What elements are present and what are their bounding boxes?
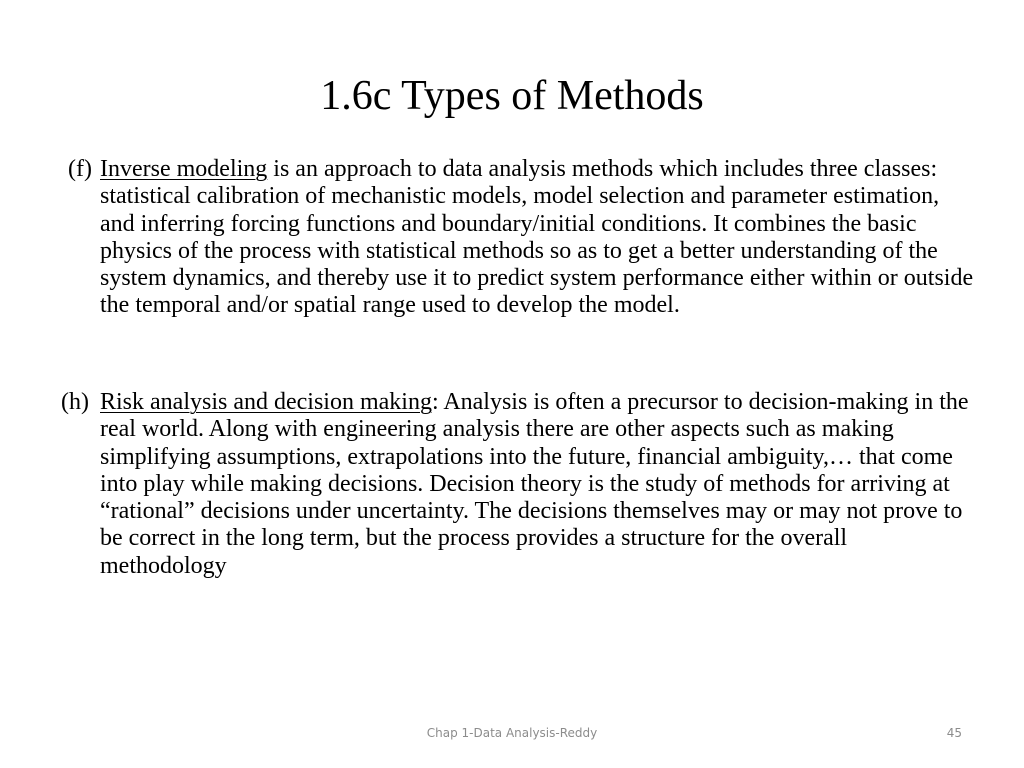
term-risk-analysis: Risk analysis and decision making	[100, 389, 432, 415]
footer-chapter-label: Chap 1-Data Analysis-Reddy	[426, 726, 598, 740]
paragraph-risk-analysis	[61, 389, 975, 580]
paragraph-marker: (f)	[68, 156, 92, 182]
slide-title: 1.6c Types of Methods	[320, 73, 704, 119]
page-number: 45	[946, 726, 962, 740]
term-inverse-modeling: Inverse modeling	[100, 156, 268, 182]
paragraph-text: is an approach to data analysis methods which includes three classes: statistical calibration of mechanistic models, model selection and parameter estimation, and inferring forcing functions and boundary/initial conditions. It combines the basic physics of the process with statistical methods so as to get a better understanding of the system dynamics, and thereby use it to predict system performance either within or outside the temporal and/or spatial range used to develop the model.	[100, 156, 974, 319]
paragraph-marker: (h)	[61, 389, 89, 415]
paragraph-text: : Analysis is often a precursor to decision-making in the real world. Along with engineering analysis there are other aspects such as making simplifying assumptions, extrapolations into the future, financial ambiguity,… that come into play while making decisions. Decision theory is the study of methods for arriving at “rational” decisions under uncertainty. The decisions themselves may or may not prove to be correct in the long term, but the process provides a structure for the overall methodology	[100, 389, 969, 579]
paragraph-inverse-modeling	[68, 156, 975, 320]
